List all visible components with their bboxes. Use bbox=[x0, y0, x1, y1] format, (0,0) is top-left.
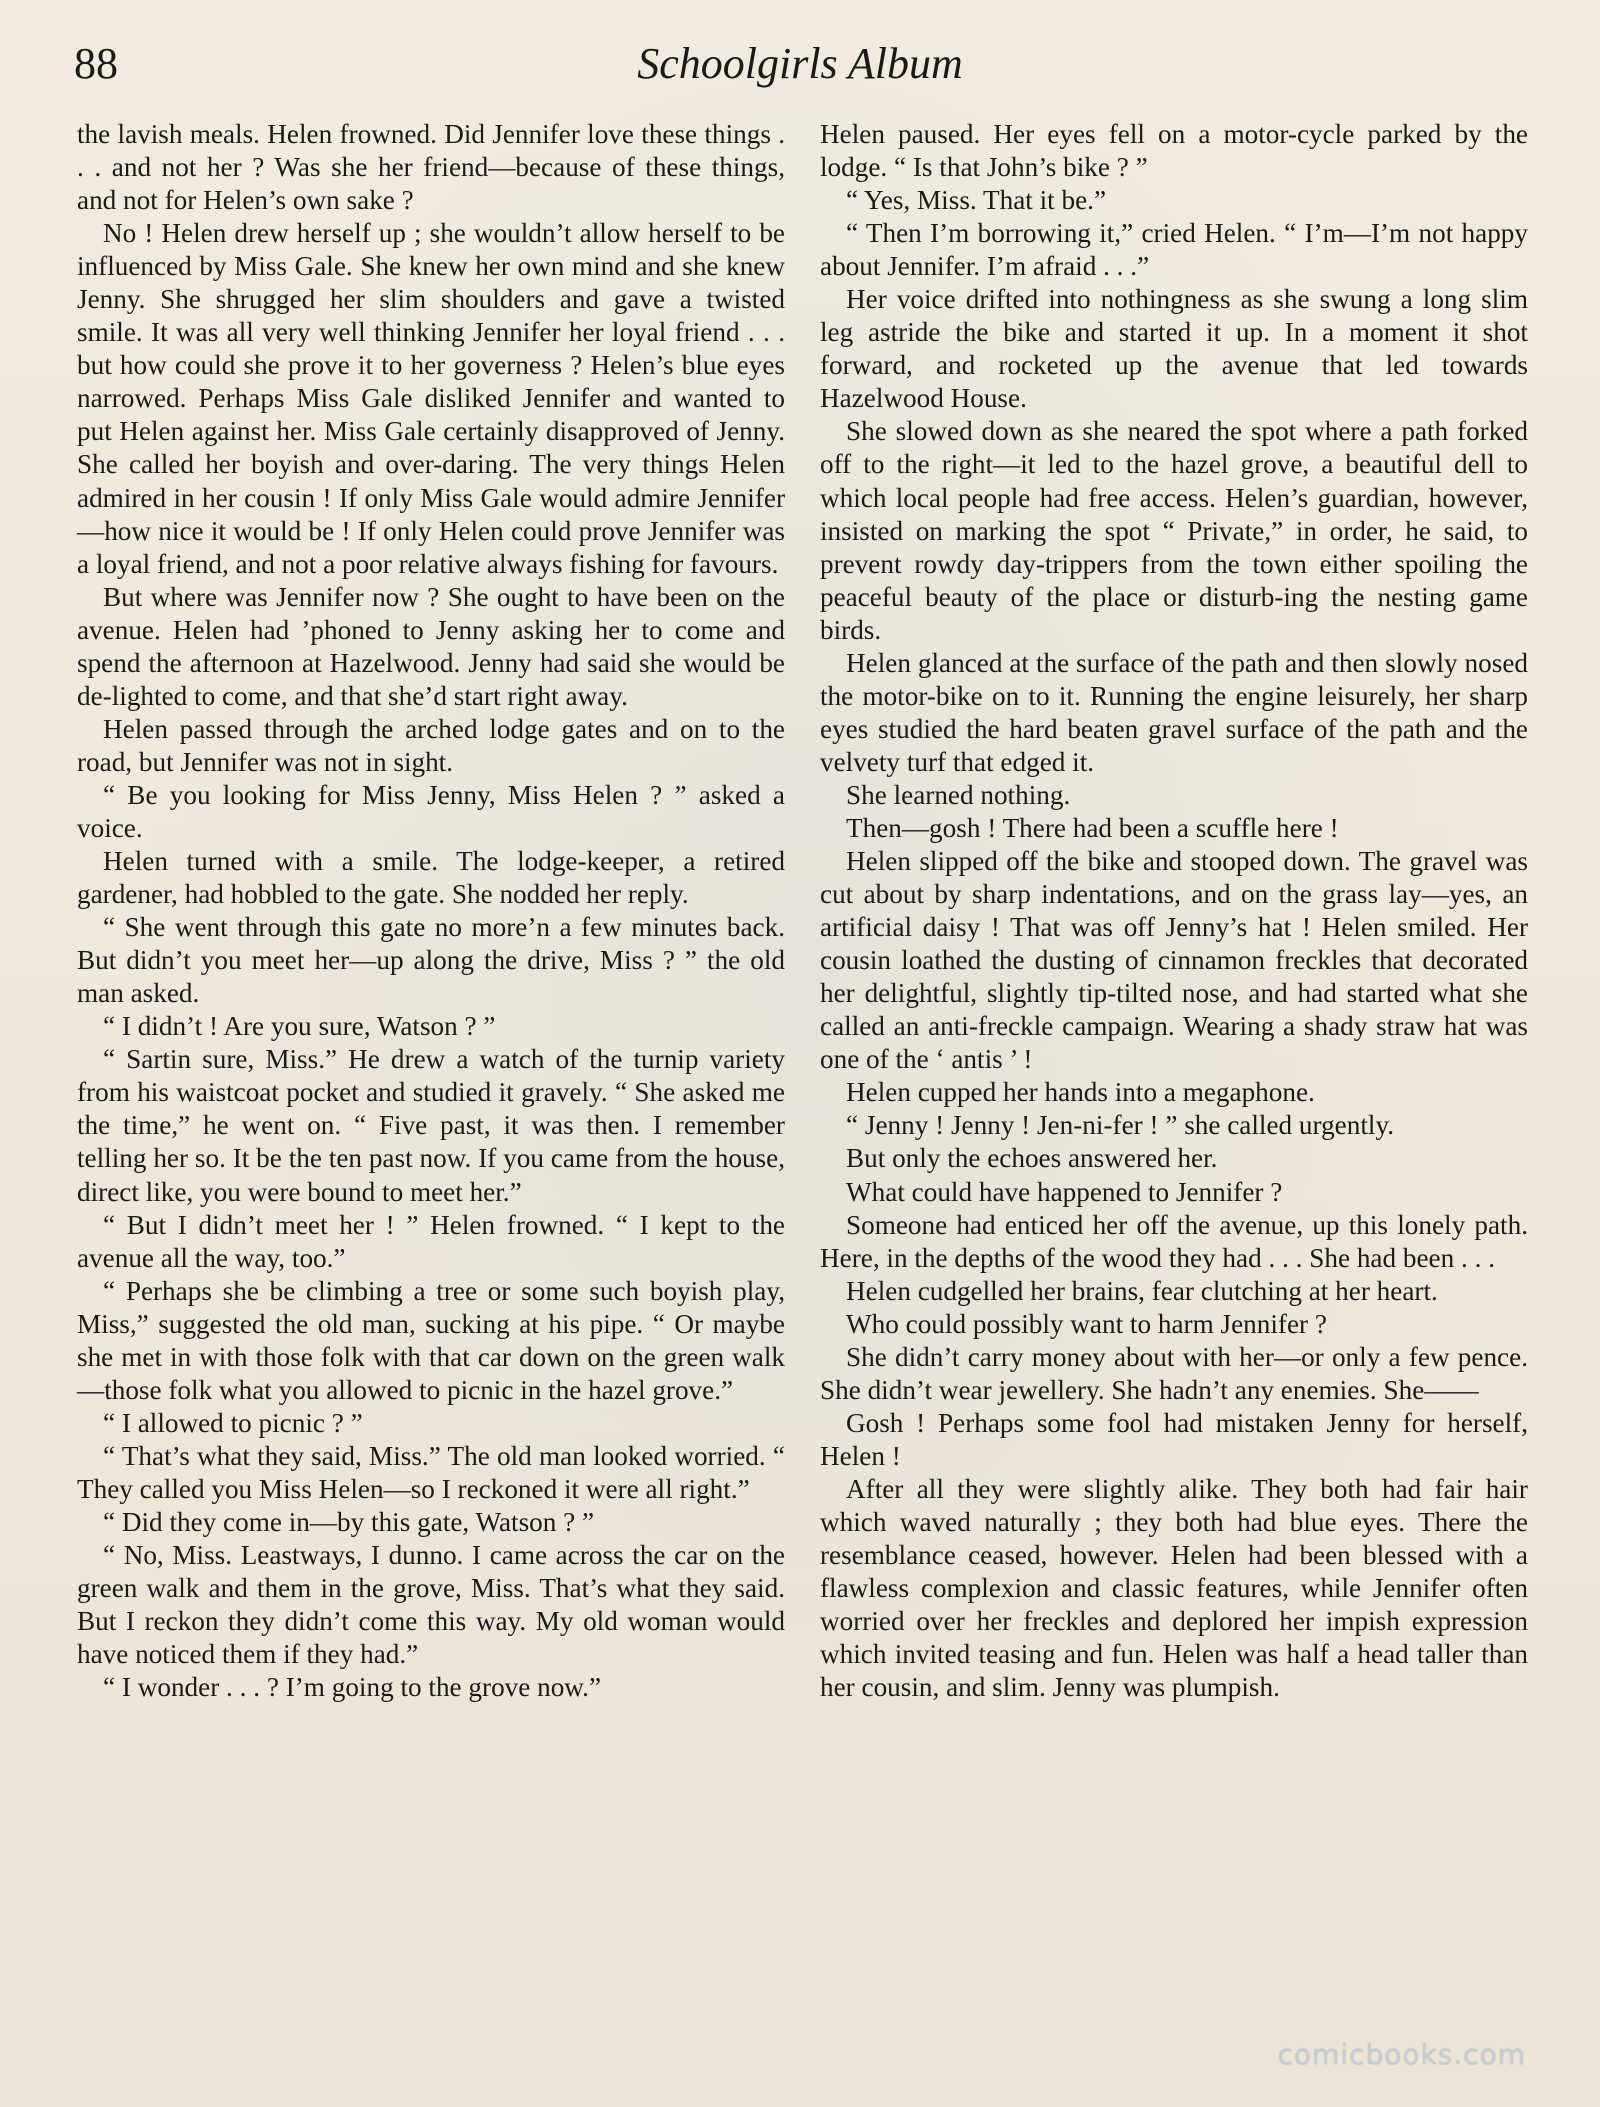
page-header bbox=[74, 38, 1526, 98]
paragraph: “ Jenny ! Jenny ! Jen-ni-fer ! ” she called urgently. bbox=[846, 1110, 1395, 1141]
paragraph: “ Then I’m borrowing it,” cried Helen. “ I’m—I’m not happy about Jennifer. I’m afraid . . .” bbox=[820, 218, 1528, 282]
paragraph: Helen glanced at the surface of the path and then slowly nosed the motor-bike on to it. Running the engine leisurely, her sharp eyes studied the hard beaten gravel surface of the path and the velvety turf that edged it. bbox=[820, 647, 1528, 777]
paragraph: After all they were slightly alike. They both had fair hair which waved naturally ; they both had blue eyes. There the resemblance ceased, however. Helen had been blessed with a flawless complexion and classic features, while Jennifer often worried over her freckles and deplored her impish expression which invited teasing and fun. Helen was half a head taller than her cousin, and slim. Jenny was plumpish. bbox=[820, 1473, 1528, 1703]
left-column bbox=[77, 118, 785, 1704]
paragraph: “ That’s what they said, Miss.” The old man looked worried. “ They called you Miss Helen—so I reckoned it were all right.” bbox=[77, 1440, 785, 1504]
paragraph: “ Did they come in—by this gate, Watson ? ” bbox=[103, 1506, 595, 1537]
paragraph: “ Sartin sure, Miss.” He drew a watch of the turnip variety from his waistcoat pocket and studied it gravely. “ She asked me the time,” he went on. “ Five past, it was then. I remember telling her so. It be the ten past now. If you came from the house, direct like, you were bound to meet her.” bbox=[77, 1044, 785, 1207]
paragraph: Helen cudgelled her brains, fear clutching at her heart. bbox=[846, 1275, 1438, 1306]
paragraph: “ I didn’t ! Are you sure, Watson ? ” bbox=[103, 1011, 496, 1042]
paragraph: She learned nothing. bbox=[846, 779, 1071, 810]
right-column bbox=[820, 118, 1528, 1704]
paragraph: She didn’t carry money about with her—or only a few pence. She didn’t wear jewellery. She hadn’t any enemies. She—— bbox=[820, 1341, 1528, 1405]
paragraph: Helen passed through the arched lodge gates and on to the road, but Jennifer was not in sight. bbox=[77, 713, 785, 777]
paragraph: But only the echoes answered her. bbox=[846, 1143, 1218, 1174]
paragraph: “ No, Miss. Leastways, I dunno. I came across the car on the green walk and them in the grove, Miss. That’s what they said. But I reckon they didn’t come this way. My old woman would have noticed them if they had.” bbox=[77, 1540, 785, 1670]
paragraph: She slowed down as she neared the spot where a path forked off to the right—it led to the hazel grove, a beautiful dell to which local people had free access. Helen’s guardian, however, insisted on marking the spot “ Private,” in order, he said, to prevent rowdy day-trippers from the town either spoiling the peaceful beauty of the place or disturb-ing the nesting game birds. bbox=[820, 416, 1528, 645]
paragraph: Helen turned with a smile. The lodge-keeper, a retired gardener, had hobbled to the gate. She nodded her reply. bbox=[77, 846, 785, 910]
paragraph: “ Yes, Miss. That it be.” bbox=[846, 185, 1107, 216]
paragraph: Helen slipped off the bike and stooped down. The gravel was cut about by sharp indentations, and on the grass lay—yes, an artificial daisy ! That was off Jenny’s hat ! Helen smiled. Her cousin loathed the dusting of cinnamon freckles that decorated her delightful, slightly tip-tilted nose, and had started what she called an anti-freckle campaign. Wearing a shady straw hat was one of the ‘ antis ’ ! bbox=[820, 846, 1528, 1075]
watermark: comicbooks.com bbox=[1277, 2038, 1526, 2071]
paragraph: “ Be you looking for Miss Jenny, Miss Helen ? ” asked a voice. bbox=[77, 779, 785, 843]
page-number: 88 bbox=[74, 39, 118, 88]
paragraph: No ! Helen drew herself up ; she wouldn’t allow herself to be influenced by Miss Gale. She knew her own mind and she knew Jenny. She shrugged her slim shoulders and gave a twisted smile. It was all very well thinking Jennifer her loyal friend . . . but how could she prove it to her governess ? Helen’s blue eyes narrowed. Perhaps Miss Gale disliked Jennifer and wanted to put Helen against her. Miss Gale certainly disapproved of Jenny. She called her boyish and over-daring. The very things Helen admired in her cousin ! If only Miss Gale would admire Jennifer—how nice it would be ! If only Helen could prove Jennifer was a loyal friend, and not a poor relative always fishing for favours. bbox=[77, 218, 785, 579]
paragraph: “ But I didn’t meet her ! ” Helen frowned. “ I kept to the avenue all the way, too.” bbox=[77, 1209, 785, 1273]
paragraph: Someone had enticed her off the avenue, up this lonely path. Here, in the depths of the wood they had . . . She had been . . . bbox=[820, 1209, 1528, 1273]
paragraph: “ I allowed to picnic ? ” bbox=[103, 1407, 363, 1438]
paragraph: the lavish meals. Helen frowned. Did Jennifer love these things . . . and not her ? Was she her friend—because of these things, and not for Helen’s own sake ? bbox=[77, 119, 785, 216]
paragraph: Her voice drifted into nothingness as she swung a long slim leg astride the bike and started it up. In a moment it shot forward, and rocketed up the avenue that led towards Hazelwood House. bbox=[820, 284, 1528, 414]
paragraph: “ She went through this gate no more’n a few minutes back. But didn’t you meet her—up along the drive, Miss ? ” the old man asked. bbox=[77, 912, 785, 1009]
paragraph: “ Perhaps she be climbing a tree or some such boyish play, Miss,” suggested the old man, sucking at his pipe. “ Or maybe she met in with those folk with that car down on the green walk—those folk what you allowed to picnic in the hazel grove.” bbox=[77, 1275, 785, 1405]
paragraph: Who could possibly want to harm Jennifer ? bbox=[846, 1308, 1327, 1339]
paragraph: “ I wonder . . . ? I’m going to the grove now.” bbox=[103, 1672, 602, 1703]
paragraph: Helen cupped her hands into a megaphone. bbox=[846, 1077, 1315, 1108]
paragraph: What could have happened to Jennifer ? bbox=[846, 1176, 1283, 1207]
paragraph: But where was Jennifer now ? She ought to have been on the avenue. Helen had ’phoned to Jenny asking her to come and spend the afternoon at Hazelwood. Jenny had said she would be de-lighted to come, and that she’d start right away. bbox=[77, 581, 785, 711]
running-title: Schoolgirls Album bbox=[637, 39, 963, 88]
paragraph: Then—gosh ! There had been a scuffle here ! bbox=[846, 812, 1339, 843]
paragraph: Helen paused. Her eyes fell on a motor-cycle parked by the lodge. “ Is that John’s bike ? ” bbox=[820, 119, 1528, 183]
paragraph: Gosh ! Perhaps some fool had mistaken Jenny for herself, Helen ! bbox=[820, 1407, 1528, 1471]
